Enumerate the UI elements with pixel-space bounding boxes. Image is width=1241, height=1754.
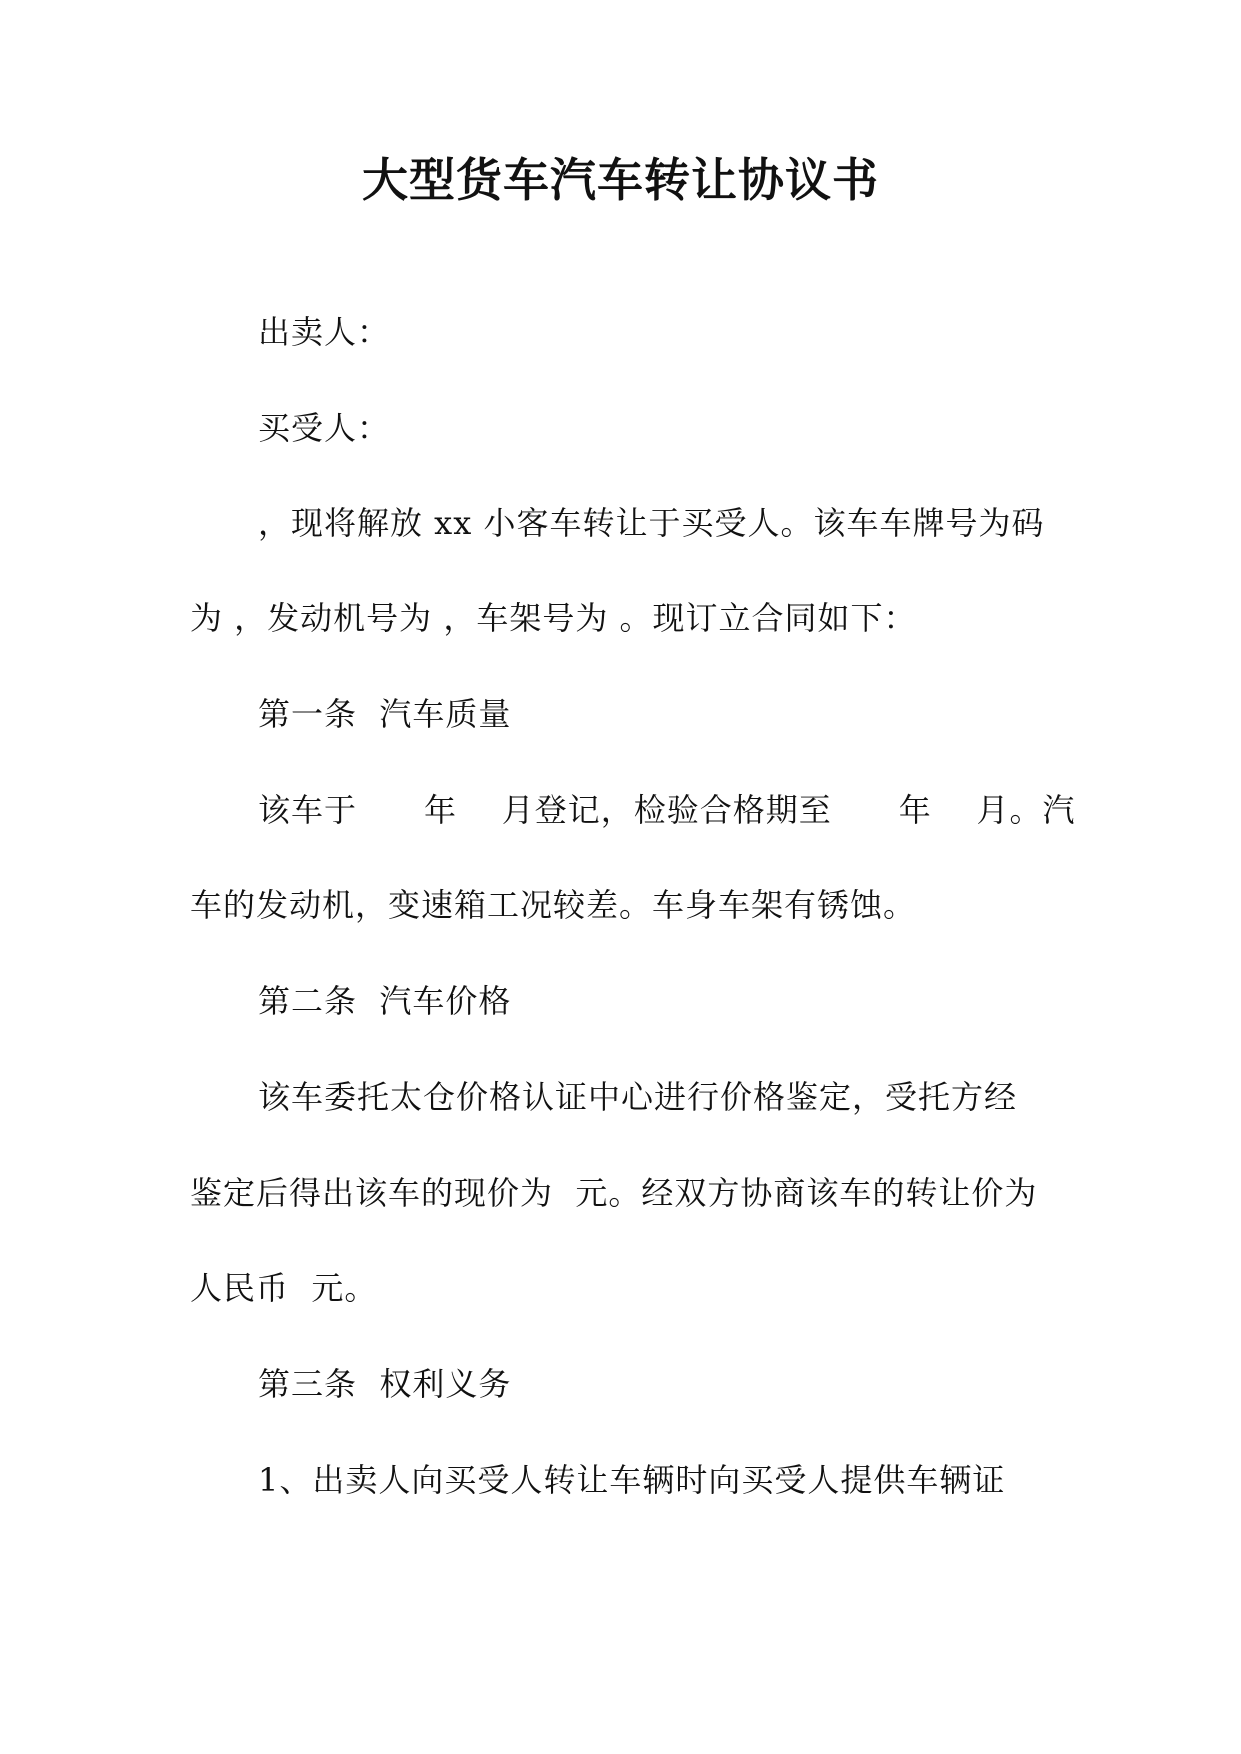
buyer-line: 买受人： (258, 409, 391, 447)
article-1-line-2: 车的发动机，变速箱工况较差。车身车架有锈蚀。 (190, 886, 917, 924)
article-2-heading: 第二条 汽车价格 (258, 982, 512, 1020)
article-2-line-1: 该车委托太仓价格认证中心进行价格鉴定，受托方经 (258, 1078, 1018, 1116)
article-3-item-1: 1、出卖人向买受人转让车辆时向买受人提供车辆证 (258, 1461, 1006, 1499)
article-3-heading: 第三条 权利义务 (258, 1365, 512, 1403)
article-1-heading: 第一条 汽车质量 (258, 695, 512, 733)
article-1-line-1: 该车于 年 月登记，检验合格期至 年 月。汽 (258, 791, 1076, 829)
intro-line-2: 为 ，发动机号为 ，车架号为 。现订立合同如下： (190, 599, 917, 637)
article-2-line-2: 鉴定后得出该车的现价为 元。经双方协商该车的转让价为 (190, 1174, 1038, 1212)
document-title: 大型货车汽车转让协议书 (362, 153, 879, 207)
seller-line: 出卖人： (258, 313, 391, 351)
intro-line-1: ，现将解放 xx 小客车转让于买受人。该车车牌号为码 (258, 504, 1045, 542)
article-2-line-3: 人民币 元。 (190, 1269, 378, 1307)
